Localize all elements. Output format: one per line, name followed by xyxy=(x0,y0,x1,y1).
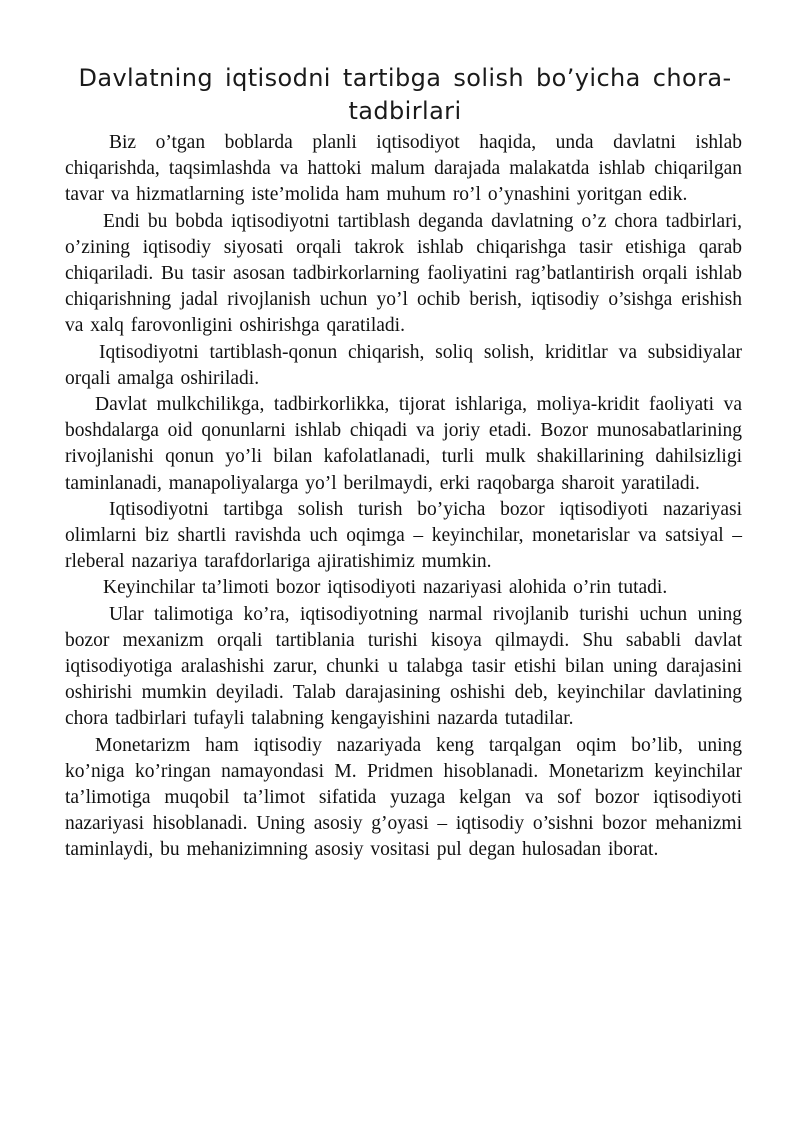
paragraph-8: Monetarizm ham iqtisodiy nazariyada keng tarqalgan oqim bo’lib, uning ko’niga ko’ringan namayondasi M. Pridmen hisoblanadi. Monetarizm keyinchilar ta’limotiga muqobil ta’limot sifatida yuzaga kelgan va sof bozor iqtisodiyoti nazariyasi hisoblanadi. Uning asosiy g’oyasi – iqtisodiy o’sishni bozor mehanizmi taminlaydi, bu mehanizimning asosiy vositasi pul degan hulosadan iborat. xyxy=(65,734,742,861)
page-title: Davlatning iqtisodni tartibga solish bo’yicha chora-tadbirlari xyxy=(78,64,732,125)
document-body xyxy=(65,130,742,864)
paragraph-1: Biz o’tgan boblarda planli iqtisodiyot haqida, unda davlatni ishlab chiqarishda, taqsimlashda va hattoki malum darajada malakatda ishlab chiqarilgan tavar va hizmatlarning iste’molida ham muhum ro’l o’ynashini yoritgan edik. xyxy=(65,132,742,206)
paragraph-3: Iqtisodiyotni tartiblash-qonun chiqarish, soliq solish, kriditlar va subsidiyalar orqali amalga oshiriladi. xyxy=(65,341,742,389)
paragraph-7: Ular talimotiga ko’ra, iqtisodiyotning narmal rivojlanib turishi uchun uning bozor mexanizm orqali tartiblania turishi kisoya qilmaydi. Shu sababli davlat iqtisodiyotiga aralashishi zarur, chunki u talabga tasir etishi bilan uning darajasini oshirishi mumkin deyiladi. Talab darajasining oshishi deb, keyinchilar davlatining chora tadbirlari tufayli talabning kengayishini nazarda tutadilar. xyxy=(65,603,742,730)
paragraph-4: Davlat mulkchilikga, tadbirkorlikka, tijorat ishlariga, moliya-kridit faoliyati va boshdalarga oid qonunlarni ishlab chiqadi va joriy etadi. Bozor munosabatlarining rivojlanishi qonun yo’li bilan kafolatlanadi, turli mulk shakillarining dahilsizligi taminlanadi, manapoliyalarga yo’l berilmaydi, erki raqobarga sharoit yaratiladi. xyxy=(65,394,742,494)
paragraph-6: Keyinchilar ta’limoti bozor iqtisodiyoti nazariyasi alohida o’rin tutadi. xyxy=(103,577,668,599)
paragraph-2: Endi bu bobda iqtisodiyotni tartiblash deganda davlatning o’z chora tadbirlari, o’zining iqtisodiy siyosati orqali takrok ishlab chiqarishga tasir etishiga qarab chiqariladi. Bu tasir asosan tadbirkorlarning faoliyatini rag’batlantirish orqali ishlab chiqarishning jadal rivojlanish uchun yo’l ochib berish, iqtisodiy o’sishga erishish va xalq farovonligini oshirishga qaratiladi. xyxy=(65,210,742,337)
paragraph-5: Iqtisodiyotni tartibga solish turish bo’yicha bozor iqtisodiyoti nazariyasi olimlarni biz shartli ravishda uch oqimga – keyinchilar, monetarislar va satsiyal – rleberal nazariya tarafdorlariga ajiratishimiz mumkin. xyxy=(65,498,742,573)
